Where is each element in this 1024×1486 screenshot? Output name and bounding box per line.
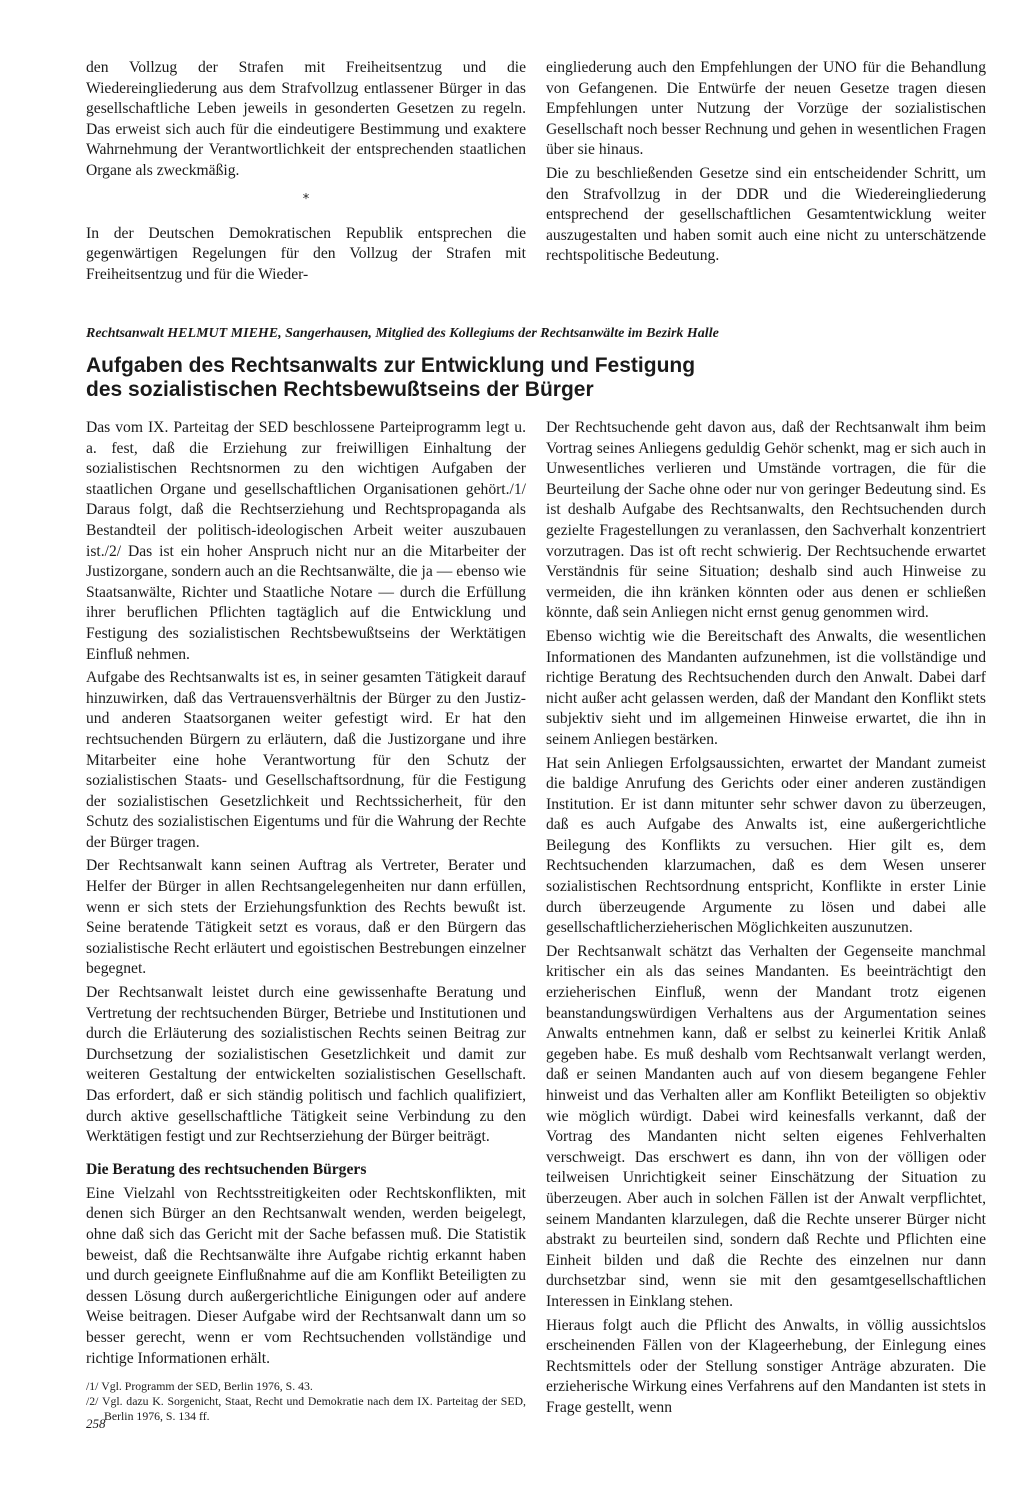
paragraph: Der Rechtsuchende geht davon aus, daß der Rechtsanwalt ihm beim Vortrag seines Anliegens geduldig Gehör schenkt, mag er sich auch in Unwesentliches verlieren und Umstände vortragen, die für die Beurteilung der Sache ohne oder nur von geringer Bedeutung sind. Es ist deshalb Aufgabe des Rechtsanwalts, den Rechtsuchenden durch gezielte Fragestellungen zu veranlassen, den Sachverhalt konzentriert vorzutragen. Das ist oft recht schwierig. Der Rechtsuchende erwartet Verständnis für seine Situation; deshalb sind auch Hinweise zu vermeiden, die ihn kränken könnten oder aus denen er schließen könnte, daß sein Anliegen nicht ernst genug genommen wird. bbox=[546, 419, 986, 622]
page-number: 258 bbox=[86, 1416, 106, 1431]
article-left-column bbox=[86, 418, 526, 1424]
section-subheading: Die Beratung des rechtsuchenden Bürgers bbox=[86, 1160, 367, 1178]
section-separator: * bbox=[302, 191, 310, 207]
title-line: des sozialistischen Rechtsbewußtseins der Bürger bbox=[86, 378, 594, 401]
paragraph: Der Rechtsanwalt kann seinen Auftrag als Vertreter, Berater und Helfer der Bürger in allen Rechtsangelegenheiten nur dann erfüllen, wenn er sich stets der Erziehungsfunktion des Rechts bewußt ist. Seine beratende Tätigkeit setzt es voraus, daß er den Bürgern das sozialistische Recht erläutert und egoistischen Bestrebungen einzelner begegnet. bbox=[86, 857, 526, 978]
article-author: Rechtsanwalt HELMUT MIEHE, Sangerhausen, Mitglied des Kollegiums der Rechtsanwälte im Bezirk Halle bbox=[86, 326, 719, 341]
paragraph: Der Rechtsanwalt schätzt das Verhalten der Gegenseite manchmal kritischer ein als das seines Mandanten. Es beeinträchtigt den erzieherischen Einfluß, wenn der Mandant trotz eigenen beanstandungswürdigen Verhaltens aus der Argumentation seines Anwalts entnehmen kann, daß er selbst zu keinerlei Kritik Anlaß gegeben habe. Es muß deshalb vom Rechtsanwalt verlangt werden, daß er seinen Mandanten auch auf von diesem begangene Fehler hinweist und das Verhalten aller am Konflikt Beteiligten so objektiv wie möglich würdigt. Dabei wird keinesfalls verkannt, daß der Vortrag des Mandanten nicht selten eigenes Fehlverhalten verschweigt. Das erschwert es dann, ihn von der völligen oder teilweisen Unrichtigkeit seiner Einschätzung der Situation zu überzeugen. Aber auch in solchen Fällen ist der Anwalt verpflichtet, seinem Mandanten klarzulegen, daß die Rechte unserer Bürger nicht abstrakt zu beurteilen sind, sondern daß Rechte und Pflichten eine Einheit bilden und daß die Rechte des einzelnen nur dann durchsetzbar sind, wenn sie mit den gesamtgesellschaftlichen Interessen in Einklang stehen. bbox=[546, 942, 986, 1310]
paragraph: Die zu beschließenden Gesetze sind ein entscheidender Schritt, um den Strafvollzug in der DDR und die Wiedereingliederung entsprechend der gesellschaftlichen Gesamtentwicklung weiter auszugestalten und haben somit auch eine nicht zu unterschätzende rechtspolitische Bedeutung. bbox=[546, 164, 986, 265]
previous-article-left-column bbox=[86, 58, 526, 285]
paragraph: In der Deutschen Demokratischen Republik entsprechen die gegenwärtigen Regelungen für den Vollzug der Strafen mit Freiheitsentzug und für die Wieder- bbox=[86, 224, 526, 283]
paragraph: Der Rechtsanwalt leistet durch eine gewissenhafte Beratung und Vertretung der rechtsuchenden Bürger, Betriebe und Institutionen und durch die Erläuterung des sozialistischen Rechts seinen Beitrag zur Durchsetzung der sozialistischen Gesetzlichkeit und damit zur weiteren Gestaltung der entwickelten sozialistischen Gesellschaft. Das erfordert, daß er sich ständig politisch und fachlich qualifiziert, durch aktive gesellschaftliche Tätigkeit seine Verbindung zu den Werktätigen festigt und zur Rechtserziehung der Bürger beiträgt. bbox=[86, 984, 526, 1146]
previous-article-right-column bbox=[546, 58, 986, 267]
paragraph: Das vom IX. Parteitag der SED beschlossene Parteiprogramm legt u. a. fest, daß die Erziehung zur freiwilligen Einhaltung der sozialistischen Rechtsnormen zu den wichtigen Aufgaben der staatlichen Organe und gesellschaftlichen Organisationen gehört./1/ Daraus folgt, daß die Rechtserziehung und Rechtspropaganda als Bestandteil der politisch-ideologischen Arbeit weiter auszubauen ist./2/ Das ist ein hoher Anspruch nicht nur an die Mitarbeiter der Justizorgane, sondern auch an die Rechtsanwälte, die ja — ebenso wie Staatsanwälte, Richter und Staatliche Notare — durch die Erfüllung ihrer beruflichen Pflichten tagtäglich auf die Entwicklung und Festigung des sozialistischen Rechtsbewußtseins der Werktätigen Einfluß nehmen. bbox=[86, 419, 526, 663]
paragraph: den Vollzug der Strafen mit Freiheitsentzug und die Wiedereingliederung aus dem Strafvollzug entlassener Bürger in das gesellschaftliche Leben jeweils in gesonderten Gesetzen zu regeln. Das erweist sich auch für die eindeutigere Bestimmung und exaktere Wahrnehmung der Verantwortlichkeit der entsprechenden staatlichen Organe als zweckmäßig. bbox=[86, 59, 526, 179]
paragraph: Ebenso wichtig wie die Bereitschaft des Anwalts, die wesentlichen Informationen des Mandanten aufzunehmen, ist die vollständige und richtige Beratung des Rechtsuchenden durch den Anwalt. Dabei darf nicht außer acht gelassen werden, daß der Mandant den Konflikt stets subjektiv sieht und im allgemeinen Hinweise erwartet, die ihn in seinem Anliegen bestärken. bbox=[546, 627, 986, 748]
footnote: /1/ Vgl. Programm der SED, Berlin 1976, S. 43. bbox=[86, 1379, 313, 1394]
paragraph: Aufgabe des Rechtsanwalts ist es, in seiner gesamten Tätigkeit darauf hinzuwirken, daß das Vertrauensverhältnis der Bürger zu den Justiz- und anderen Staatsorganen weiter gefestigt wird. Er hat den rechtsuchenden Bürgern zu erläutern, daß die Justizorgane und ihre Mitarbeiter eine hohe Verantwortung für den Schutz der sozialistischen Staats- und Gesellschaftsordnung, für die Festigung der sozialistischen Gesetzlichkeit und Rechtssicherheit, für den Schutz des sozialistischen Eigentums und für die Wahrung der Rechte der Bürger tragen. bbox=[86, 669, 526, 851]
footnote: /2/ Vgl. dazu K. Sorgenicht, Staat, Recht und Demokratie nach dem IX. Parteitag der SED, Berlin 1976, S. 134 ff. bbox=[86, 1394, 526, 1424]
footnotes bbox=[86, 1379, 526, 1424]
article-title bbox=[86, 354, 986, 402]
paragraph: Hat sein Anliegen Erfolgsaussichten, erwartet der Mandant zumeist die baldige Anrufung des Gerichts oder einer anderen zuständigen Institution. Er ist dann mitunter sehr schwer davon zu überzeugen, daß es auch Aufgabe des Anwalts ist, eine außergerichtliche Beilegung des Konflikts zu versuchen. Hier gilt es, dem Rechtsuchenden klarzumachen, daß es dem Wesen unserer sozialistischen Rechtsordnung entspricht, Konflikte in erster Linie durch überzeugende Argumente zu lösen und dabei alle gesellschaftlicherzieherischen Möglichkeiten auszunutzen. bbox=[546, 754, 986, 937]
article-right-column bbox=[546, 418, 986, 1419]
paragraph: Eine Vielzahl von Rechtsstreitigkeiten oder Rechtskonflikten, mit denen sich Bürger an den Rechtsanwalt wenden, werden beigelegt, ohne daß sich das Gericht mit der Sache befassen muß. Die Statistik beweist, daß die Rechtsanwälte ihre Aufgabe richtig erkannt haben und durch geeignete Einflußnahme auf die am Konflikt Beteiligten zu dessen Lösung durch außergerichtliche Einigungen oder auf andere Weise beitragen. Dieser Aufgabe wird der Rechtsanwalt dann um so besser gerecht, wenn er vom Rechtsuchenden vollständige und richtige Informationen erhält. bbox=[86, 1184, 526, 1367]
paragraph: eingliederung auch den Empfehlungen der UNO für die Behandlung von Gefangenen. Die Entwürfe der neuen Gesetze tragen diesen Empfehlungen unter Nutzung der Vorzüge der sozialistischen Gesellschaft noch besser Rechnung und gehen in wesentlichen Fragen über sie hinaus. bbox=[546, 59, 986, 159]
paragraph: Hieraus folgt auch die Pflicht des Anwalts, in völlig aussichtslos erscheinenden Fällen von der Klageerhebung, der Einlegung eines Rechtsmittels oder der Stellung sonstiger Anträge abzuraten. Die erzieherische Wirkung eines Verfahrens auf den Mandanten ist stets in Frage gestellt, wenn bbox=[546, 1316, 986, 1416]
title-line: Aufgaben des Rechtsanwalts zur Entwicklung und Festigung bbox=[86, 354, 696, 377]
